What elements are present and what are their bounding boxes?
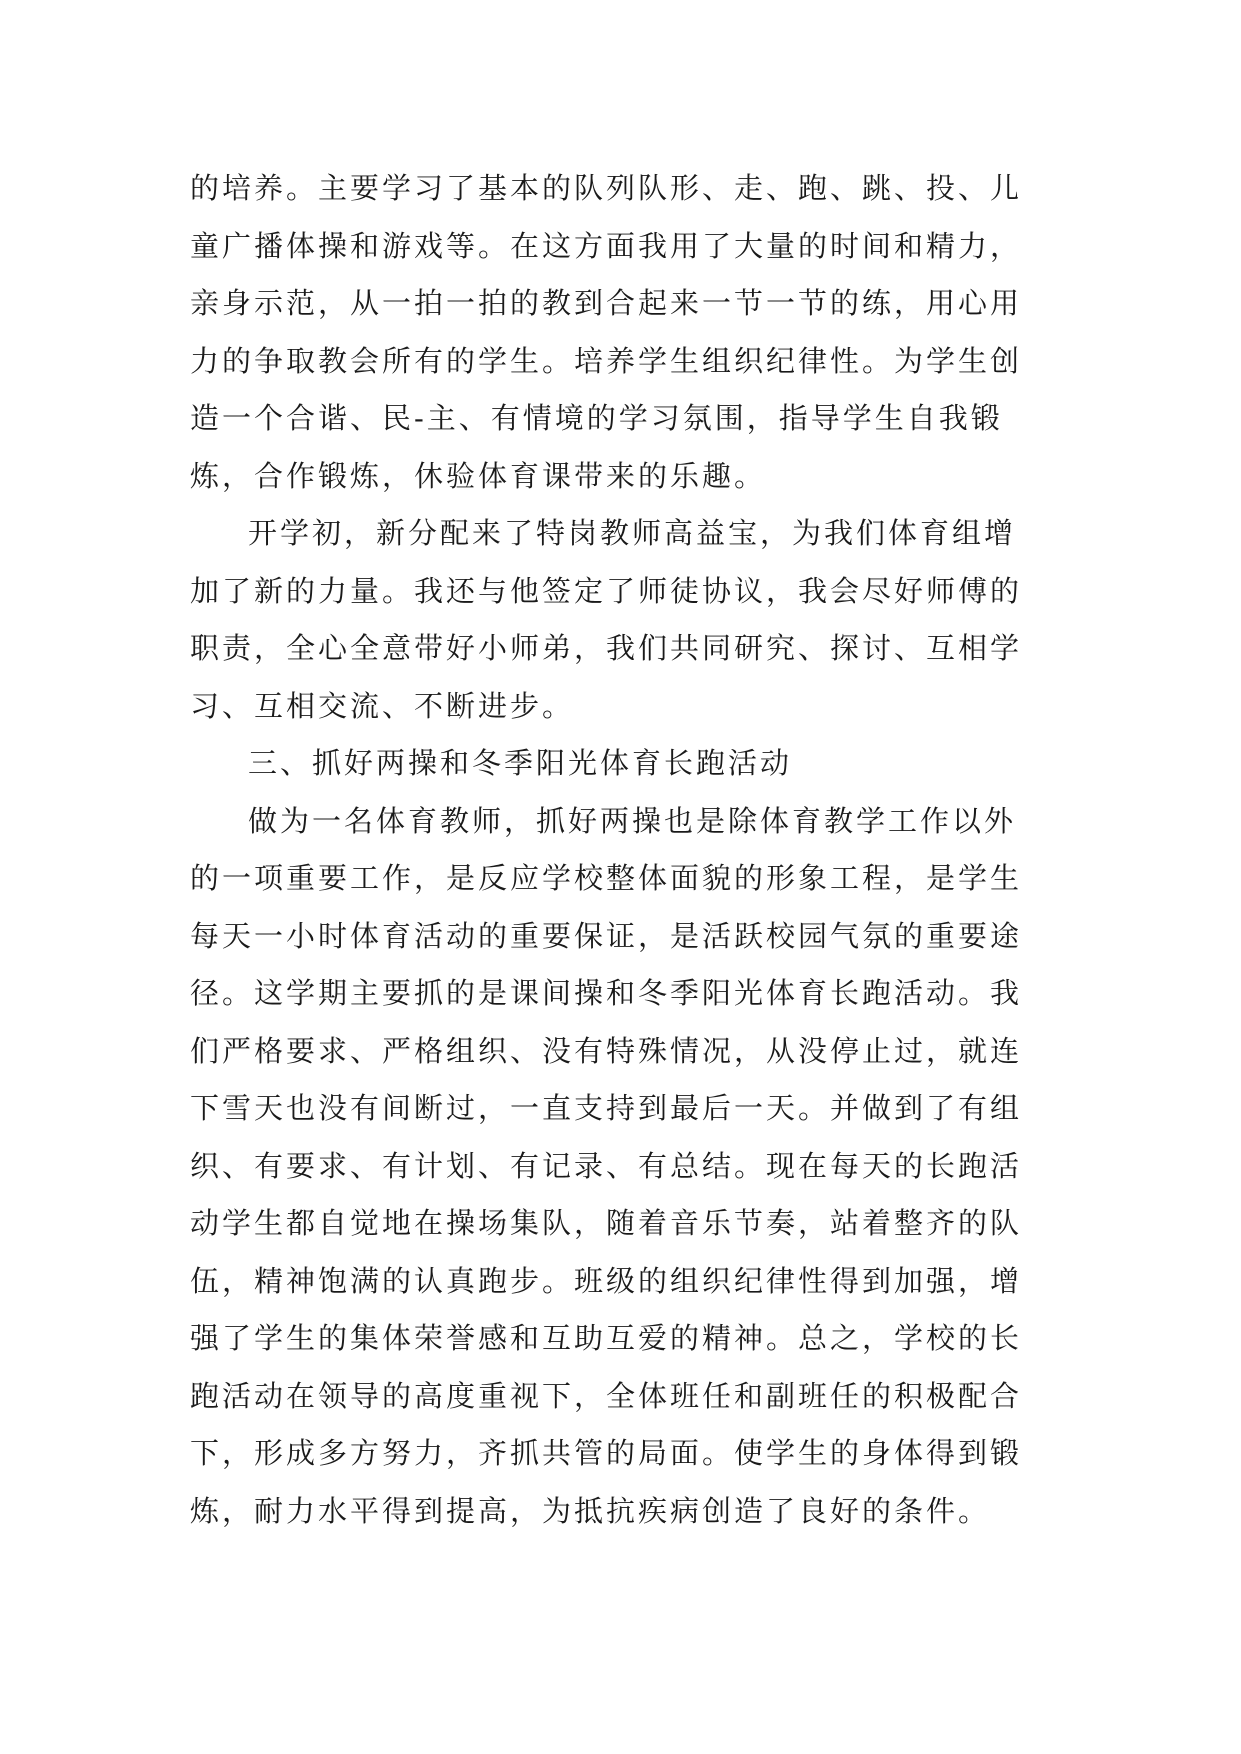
text-line: 童广播体操和游戏等。在这方面我用了大量的时间和精力，	[190, 228, 1023, 263]
text-line: 径。这学期主要抓的是课间操和冬季阳光体育长跑活动。我	[190, 976, 1023, 1010]
section-heading: 三、抓好两操和冬季阳光体育长跑活动	[248, 746, 793, 780]
text-line: 织、有要求、有计划、有记录、有总结。现在每天的长跑活	[190, 1148, 1023, 1183]
text-line: 强了学生的集体荣誉感和互助互爱的精神。总之，学校的长	[190, 1321, 1023, 1355]
text-line: 伍，精神饱满的认真跑步。班级的组织纪律性得到加强，增	[190, 1263, 1023, 1298]
document-body	[190, 160, 1060, 1540]
paragraph-first-line: 开学初，新分配来了特岗教师高益宝，为我们体育组增	[248, 516, 1017, 550]
text-line: 炼，耐力水平得到提高，为抵抗疾病创造了良好的条件。	[190, 1493, 991, 1528]
paragraph-first-line: 做为一名体育教师，抓好两操也是除体育教学工作以外	[248, 803, 1017, 838]
text-line: 跑活动在领导的高度重视下，全体班任和副班任的积极配合	[190, 1378, 1023, 1413]
text-line: 动学生都自觉地在操场集队，随着音乐节奏，站着整齐的队	[190, 1206, 1023, 1240]
text-line: 炼，合作锻炼，休验体育课带来的乐趣。	[190, 458, 767, 493]
text-line: 下雪天也没有间断过，一直支持到最后一天。并做到了有组	[190, 1091, 1023, 1125]
text-line: 每天一小时体育活动的重要保证，是活跃校园气氛的重要途	[190, 918, 1023, 953]
text-line: 造一个合谐、民-主、有情境的学习氛围，指导学生自我锻	[190, 401, 1003, 435]
text-line: 亲身示范，从一拍一拍的教到合起来一节一节的练，用心用	[190, 286, 1023, 320]
text-line: 力的争取教会所有的学生。培养学生组织纪律性。为学生创	[190, 343, 1023, 378]
text-line: 习、互相交流、不断进步。	[190, 688, 575, 723]
text-line: 的培养。主要学习了基本的队列队形、走、跑、跳、投、儿	[190, 171, 1023, 205]
text-line: 下，形成多方努力，齐抓共管的局面。使学生的身体得到锻	[190, 1436, 1023, 1470]
text-line: 们严格要求、严格组织、没有特殊情况，从没停止过，就连	[190, 1033, 1023, 1068]
text-line: 职责，全心全意带好小师弟，我们共同研究、探讨、互相学	[190, 631, 1023, 665]
text-line: 的一项重要工作，是反应学校整体面貌的形象工程，是学生	[190, 861, 1023, 895]
text-line: 加了新的力量。我还与他签定了师徒协议，我会尽好师傅的	[190, 573, 1023, 608]
